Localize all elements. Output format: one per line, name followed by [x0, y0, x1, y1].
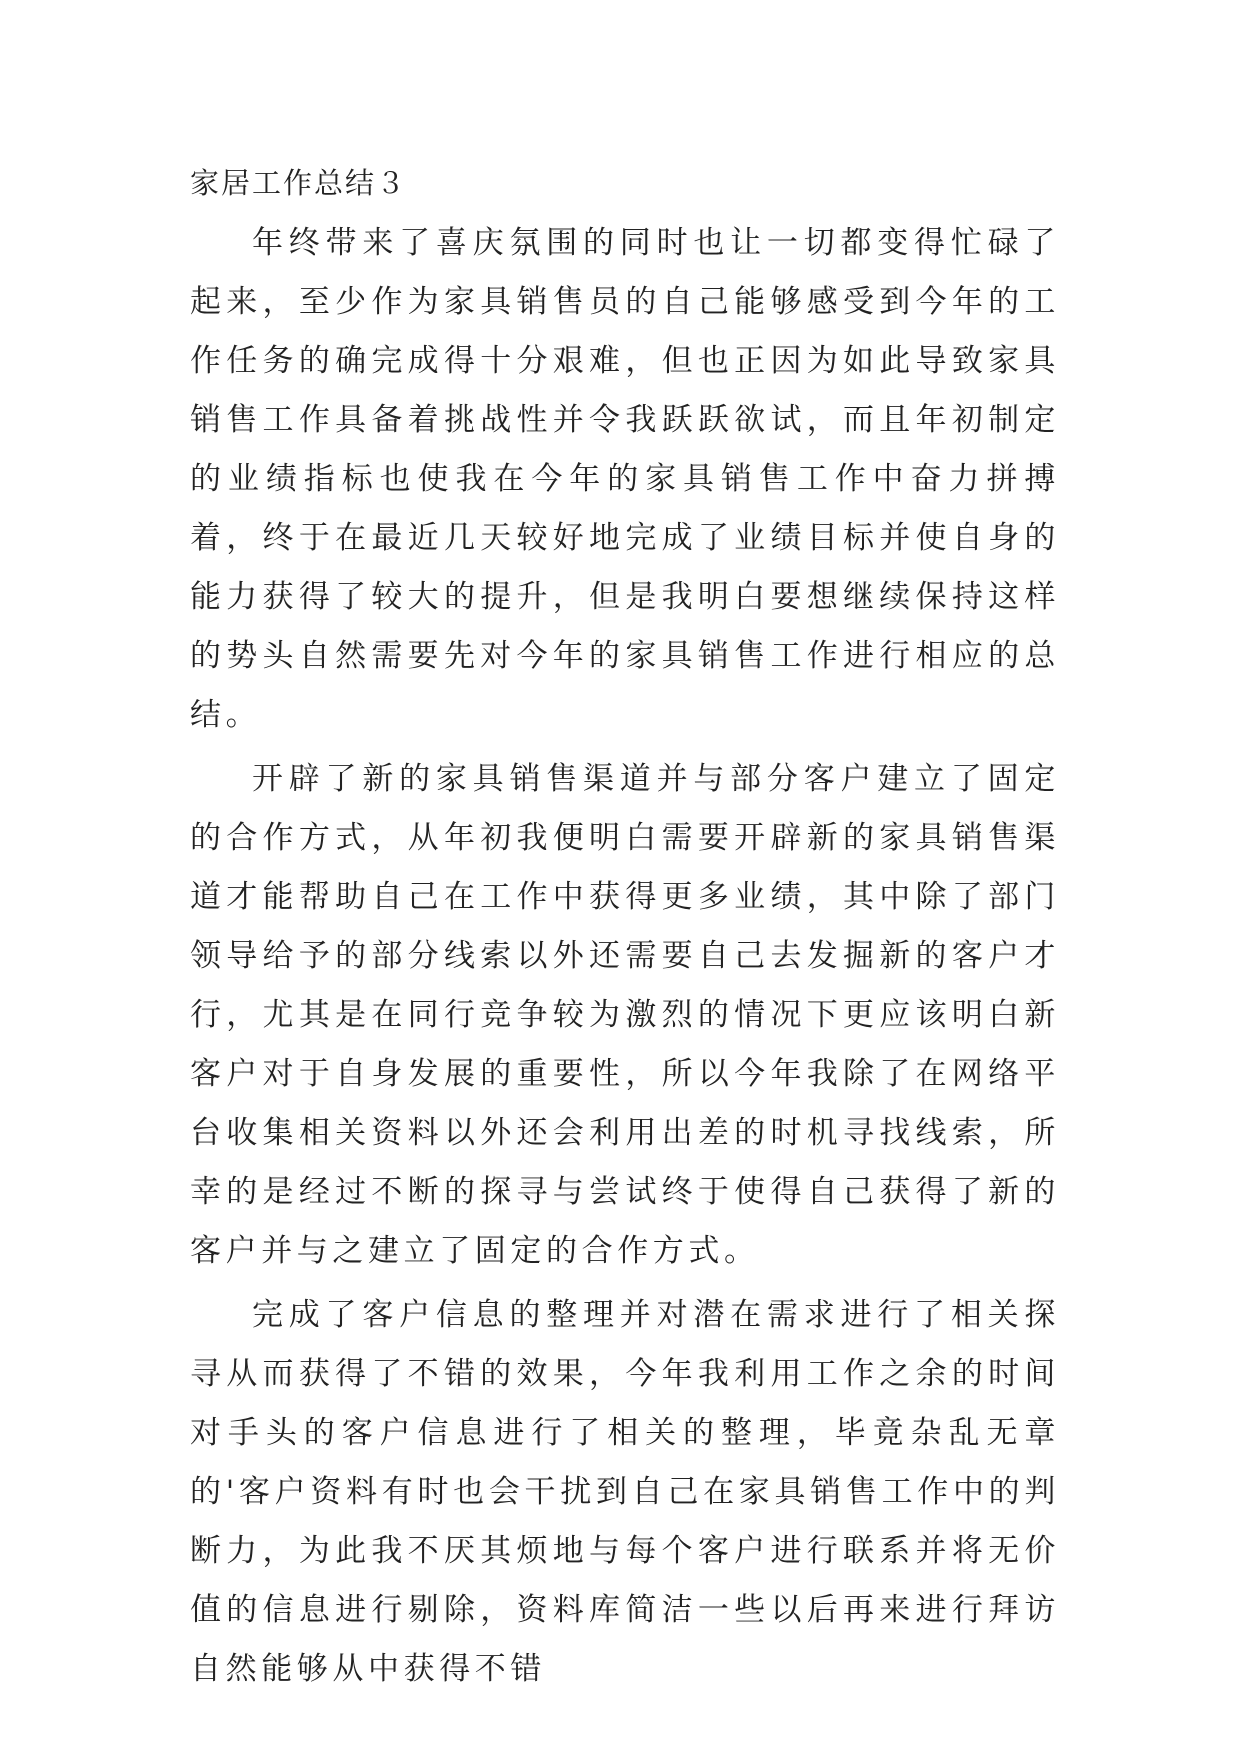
- document-title: 家居工作总结３: [190, 166, 408, 200]
- document-body: [190, 214, 1060, 1699]
- paragraph-1: 年终带来了喜庆氛围的同时也让一切都变得忙碌了起来，至少作为家具销售员的自己能够感受到今年的工作任务的确完成得十分艰难，但也正因为如此导致家具销售工作具备着挑战性并令我跃跃欲试，而且年初制定的业绩指标也使我在今年的家具销售工作中奋力拼搏着，终于在最近几天较好地完成了业绩目标并使自身的能力获得了较大的提升，但是我明白要想继续保持这样的势头自然需要先对今年的家具销售工作进行相应的总结。: [190, 225, 1060, 733]
- paragraph-2: 开辟了新的家具销售渠道并与部分客户建立了固定的合作方式，从年初我便明白需要开辟新的家具销售渠道才能帮助自己在工作中获得更多业绩，其中除了部门领导给予的部分线索以外还需要自己去发掘新的客户才行，尤其是在同行竞争较为激烈的情况下更应该明白新客户对于自身发展的重要性，所以今年我除了在网络平台收集相关资料以外还会利用出差的时机寻找线索，所幸的是经过不断的探寻与尝试终于使得自己获得了新的客户并与之建立了固定的合作方式。: [190, 761, 1060, 1269]
- paragraph-3: 完成了客户信息的整理并对潜在需求进行了相关探寻从而获得了不错的效果，今年我利用工作之余的时间对手头的客户信息进行了相关的整理，毕竟杂乱无章的'客户资料有时也会干扰到自己在家具销售工作中的判断力，为此我不厌其烦地与每个客户进行联系并将无价值的信息进行剔除，资料库简洁一些以后再来进行拜访自然能够从中获得不错: [190, 1297, 1060, 1687]
